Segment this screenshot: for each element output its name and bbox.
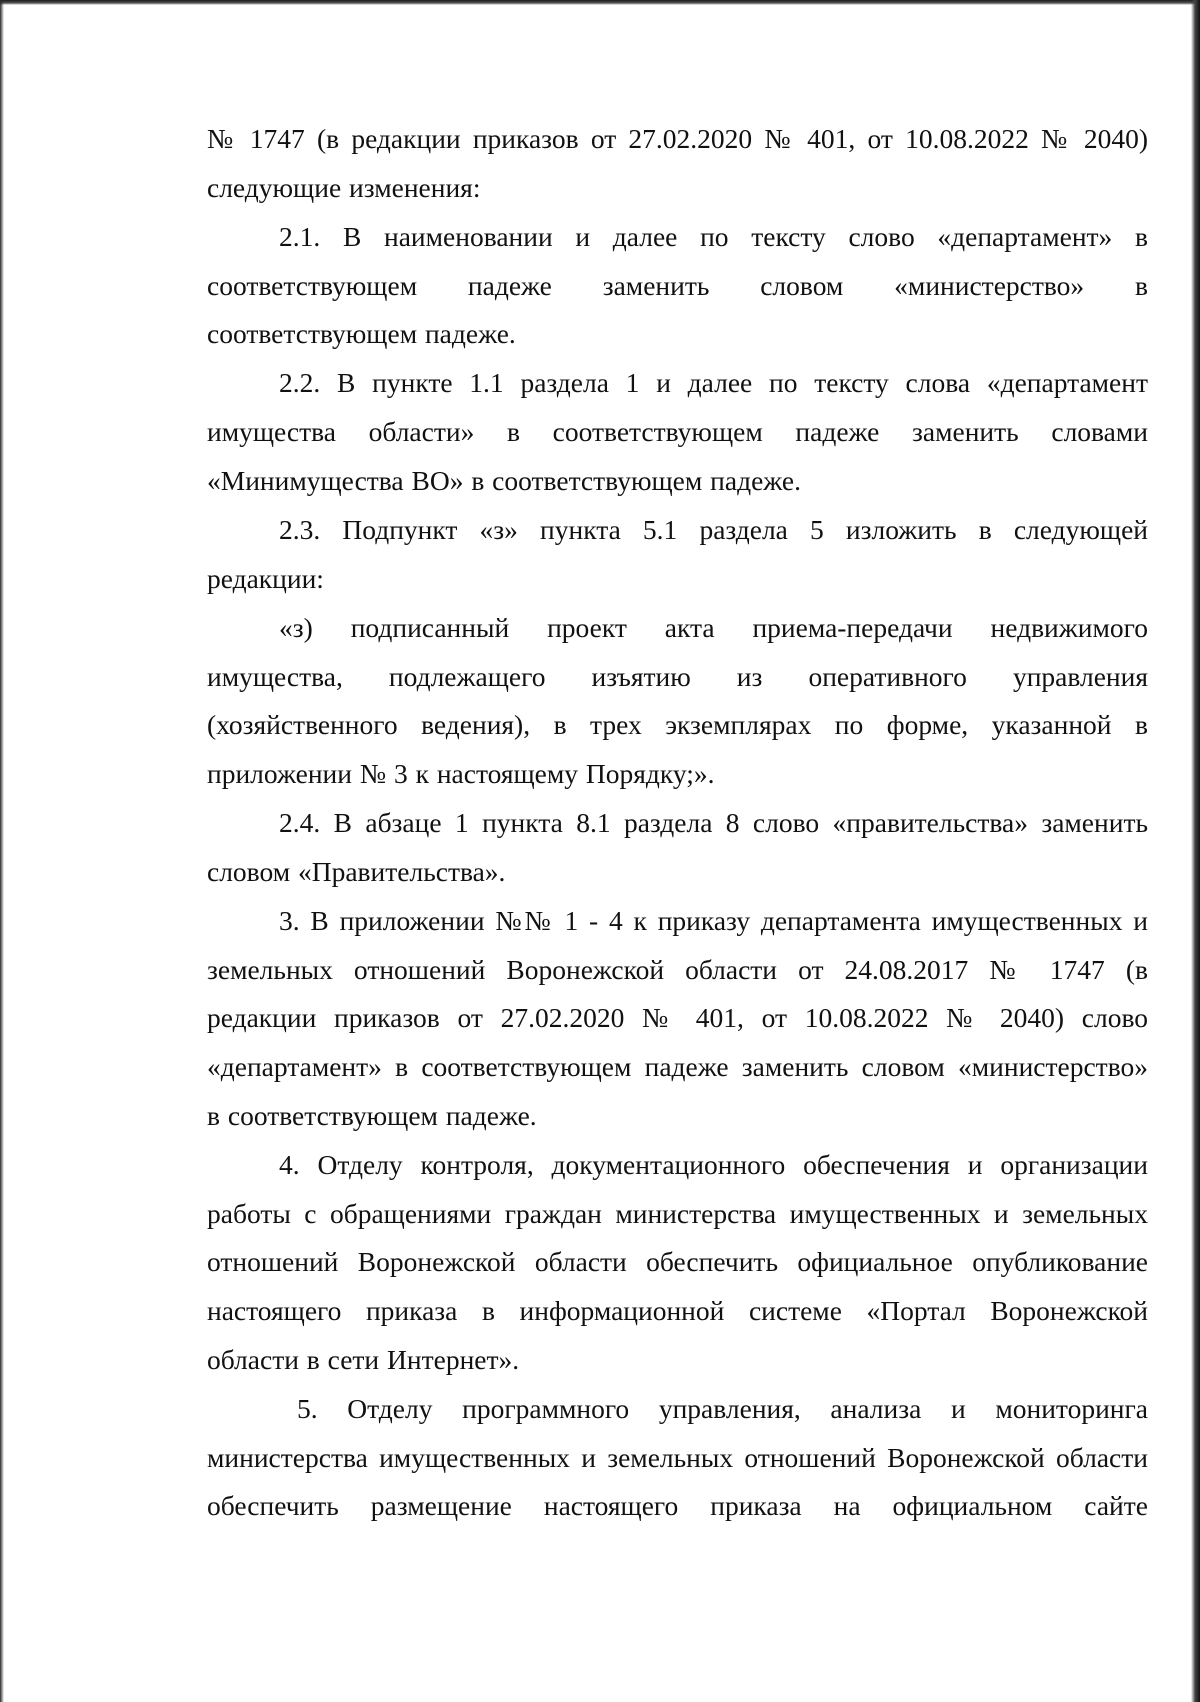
- text-line: министерства имущественных и земельных отношений Воронежской области: [207, 1441, 1148, 1473]
- scan-edge-left: [0, 0, 4, 1702]
- text-line: отношений Воронежской области обеспечить официальное опубликование: [207, 1246, 1148, 1278]
- text-line: «Минимущества ВО» в соответствующем падеже.: [207, 464, 801, 496]
- text-line: 3. В приложении №№ 1 - 4 к приказу департамента имущественных и: [279, 905, 1148, 936]
- text-line: соответствующем падеже.: [207, 318, 516, 350]
- scan-edge-top: [0, 0, 1200, 5]
- text-line: 4. Отделу контроля, документационного обеспечения и организации: [279, 1148, 1148, 1180]
- text-line: имущества, подлежащего изъятию из оперативного управления: [207, 660, 1148, 692]
- text-line: имущества области» в соответствующем падеже заменить словами: [207, 416, 1148, 448]
- text-line: редакции:: [207, 562, 324, 594]
- text-line: 2.4. В абзаце 1 пункта 8.1 раздела 8 слово «правительства» заменить: [279, 807, 1148, 839]
- text-line: 5. Отделу программного управления, анализа и мониторинга: [297, 1392, 1148, 1424]
- scan-edge-right: [1191, 0, 1200, 1702]
- text-line: работы с обращениями граждан министерства имущественных и земельных: [207, 1197, 1148, 1229]
- text-line: редакции приказов от 27.02.2020 № 401, от 10.08.2022 № 2040) слово: [207, 1002, 1148, 1034]
- text-line: 2.3. Подпункт «з» пункта 5.1 раздела 5 изложить в следующей: [279, 514, 1148, 545]
- text-line: в соответствующем падеже.: [207, 1099, 537, 1131]
- text-line: следующие изменения:: [207, 171, 481, 203]
- text-line: приложении № 3 к настоящему Порядку;».: [207, 757, 715, 789]
- document-body: [207, 115, 1148, 1531]
- text-line: 2.2. В пункте 1.1 раздела 1 и далее по тексту слова «департамент: [279, 367, 1148, 399]
- text-line: обеспечить размещение настоящего приказа на официальном сайте: [207, 1490, 1148, 1522]
- text-line: настоящего приказа в информационной системе «Портал Воронежской: [207, 1295, 1148, 1326]
- text-line: соответствующем падеже заменить словом «министерство» в: [207, 269, 1148, 301]
- text-line: № 1747 (в редакции приказов от 27.02.2020 № 401, от 10.08.2022 № 2040): [207, 123, 1148, 154]
- text-line: (хозяйственного ведения), в трех экземплярах по форме, указанной в: [207, 709, 1148, 741]
- text-line: «з) подписанный проект акта приема-передачи недвижимого: [279, 611, 1148, 643]
- text-line: земельных отношений Воронежской области от 24.08.2017 № 1747 (в: [207, 953, 1148, 985]
- text-line: «департамент» в соответствующем падеже заменить словом «министерство»: [207, 1051, 1148, 1083]
- text-line: области в сети Интернет».: [207, 1343, 520, 1375]
- text-line: 2.1. В наименовании и далее по тексту слово «департамент» в: [279, 220, 1148, 252]
- text-line: словом «Правительства».: [207, 855, 506, 887]
